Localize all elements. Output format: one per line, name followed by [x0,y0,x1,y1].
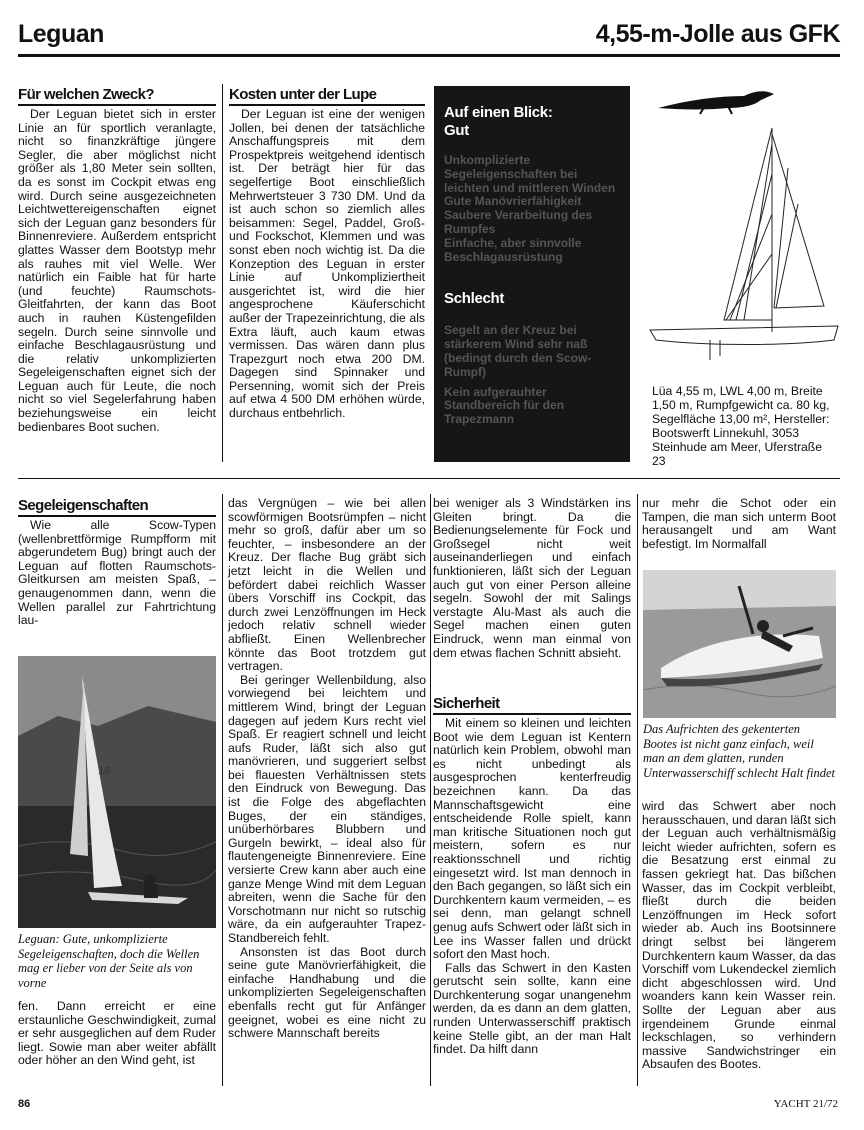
photo-right-caption: Das Aufrichten des gekenterten Bootes ist nicht ganz einfach, weil man an dem glatten, runden Unterwasserschiff schlecht Halt findet [643,722,835,780]
segel-col4-top [642,497,836,551]
segel-col3 [433,497,631,660]
sicherheit-paragraph: Mit einem so kleinen und leichten Boot wie dem Leguan ist Kentern natürlich kein Problem, obwohl man es nicht unbedingt als ausgesprochen kenterfreudig bezeichnen kann. Da das Mannschaftsgewicht eine entscheidende Rolle spielt, kann man kritische Situationen noch gut meistern, sofern es nur reaktionsschnell und richtig eingesetzt wird. Ist man dennoch in den Bach gegangen, so läßt sich ein Durchkentern kaum vermeiden, – es sei denn, man gelangt schnell genug aufs Schwert oder läßt sich in Lee ins Wasser fallen und drückt sofort den Mast hoch. [433,716,631,962]
summary-gut-label: Gut [444,122,469,139]
page-number: 86 [18,1098,31,1110]
segel-paragraph: bei weniger als 3 Windstärken ins Gleiten bringt. Da die Bedienungselemente für Fock und Großsegel nicht weit auseinanderliegen und einfach funktionieren, läßt sich der Leguan auch gut von einer Person alleine segeln. Sowohl der mit Salings verstagte Alu-Mast als auch die Segel machen einen guten Eindruck, wenn man einmal von dem etwas flachen Schnitt absieht. [433,496,631,660]
issue-label: YACHT 21/72 [773,1098,838,1110]
header-rule [18,54,840,57]
gut-item: Einfache, aber sinnvolle Beschlagausrüstung [444,235,582,264]
section-title-segel: Segeleigenschaften [18,497,216,517]
svg-text:18: 18 [98,765,111,777]
photo-left-caption: Leguan: Gute, unkomplizierte Segeleigenschaften, doch die Wellen mag er lieber von der Seite als von vorne [18,932,200,990]
section-title-kosten: Kosten unter der Lupe [229,86,425,106]
zweck-paragraph: Der Leguan bietet sich in erster Linie an für sportlich veranlagte, nicht so finanzkräftige jüngere Segler, die aber möglichst nicht größer als 1,80 Meter sein sollten, da es sonst im Cockpit etwas eng wird. Durch seine ausgezeichneten Leichtwettereigenschaften eignet sich der Leguan ganz besonders für Binnenreviere. Außerdem entspricht glattes Wasser dem Bootstyp mehr als rauhes mit viel Welle. Wer natürlich ein Faible hat für harte (und feuchte) Raumschots-Gleitfahrten, der kann das Boot auch in rauhen Küstengefilden segeln. Durch seine sinnvolle und einfache Beschlagausrüstung und die relativ unkomplizierten Segeleigenschaften eignet sich der Leguan auch für Leute, die noch nicht so viel Segelerfahrung haben beziehungsweise ein leicht bedienbares Boot suchen. [18,107,216,434]
capsize-photo [643,570,836,718]
segel-paragraph: fen. Dann erreicht er eine erstaunliche Geschwindigkeit, zumal er sehr ausgeglichen auf dem Ruder liegt. Sowie man aber weiter abfällt oder höher an den Wind geht, ist [18,999,216,1068]
gut-list [444,154,620,264]
column-divider [430,494,431,1086]
gut-item: Unkomplizierte Segeleigenschaften bei leichten und mittleren Winden [444,153,616,195]
segel-col2 [228,497,426,1041]
segel-paragraph: das Vergnügen – wie bei allen scowförmigen Bootsrümpfen – nicht mehr so groß, dafür aber um so feuchter, – insbesondere an der Kreuz. Der flache Bug gräbt sich jetzt leicht in die Wellen und befördert dabei reichlich Wasser übers Vorschiff ins Cockpit, das durch zwei Lenzöffnungen im Heck jedoch relativ schnell wieder abfließt. Einen Wellenbrecher könnte das Boot trotzdem gut vertragen. [228,496,426,674]
segel-paragraph: Bei geringer Wellenbildung, also vorwiegend bei leichtem und mittlerem Wind, bringt der Leguan dagegen auf jedem Kurs recht viel Spaß. Er reagiert schnell und leicht aufs Ruder, läßt sich also gut manövrieren, und suggeriert selbst bei flauesten Verhältnissen stets den Eindruck von Bewegung. Das ist die Folge des abgeflachten Buges, der ein ständiges, unüberhörbares Blubbern und Gurgeln bewirkt, – ideal also für flautengeneigte Binnenreviere. Eine versierte Crew kann aber auch eine ganze Menge Wind mit dem Leguan abreiten, wenn die Sache für den Vorschotmann nur nicht so rutschig wäre, da ein aufgerauhter Trapez-Standbereich fehlt. [228,672,426,945]
sicherheit-col4 [642,800,836,1072]
schlecht-item: Kein aufgerauhter Standbereich für den Trapezmann [444,384,565,427]
article-title-right: 4,55-m-Jolle aus GFK [595,20,840,48]
segel-col1-top [18,519,216,628]
lizard-logo-icon [658,91,774,114]
segel-col1-bottom [18,1000,216,1068]
summary-schlecht-label: Schlecht [444,290,505,308]
segel-paragraph: Ansonsten ist das Boot durch seine gute Manövrierfähigkeit, die einfache Handhabung und die unkomplizierten Segeleigenschaften ebenfalls recht gut für Anfänger geeignet, wobei es eine nicht zu schwere Mannschaft bereits [228,944,426,1041]
sail-plan-drawing [648,84,848,374]
segel-paragraph: Wie alle Scow-Typen (wellenbrettförmige Rumpfform mit abgerundetem Bug) bringt auch der Leguan auf flotten Raumschots-Gleitkursen am meisten Spaß, – genaugenommen dann, wenn die Wellen parallel zur Fahrtrichtung lau- [18,518,216,628]
boat-specs: Lüa 4,55 m, LWL 4,00 m, Breite 1,50 m, Rumpfgewicht ca. 80 kg, Segelfläche 13,00 m², Hersteller: Bootswerft Linnekuhl, 3053 Steinhude am Meer, Uferstraße 23 [652,384,830,468]
section-divider [18,478,840,479]
gut-item: Gute Manövrierfähigkeit [444,194,582,209]
gut-item: Saubere Verarbeitung des Rumpfes [444,208,593,236]
section-title-zweck: Für welchen Zweck? [18,86,216,106]
kosten-body [229,108,425,421]
article-title-left: Leguan [18,20,104,48]
summary-box [434,86,630,462]
zweck-body [18,108,216,434]
summary-box-title: Auf einen Blick: [444,104,553,121]
section-title-sicherheit: Sicherheit [433,695,631,715]
sicherheit-paragraph: wird das Schwert aber noch herausschauen, und daran läßt sich der Leguan auch verhältnismäßig leicht wieder aufrichten, sofern es die Besatzung erst einmal zu fassen gekriegt hat. Das bißchen Wasser, das im Cockpit verbleibt, fließt durch die beiden Lenzöffnungen im Heck sofort wieder ab. Auch ins Bootsinnere dringt selbst bei längerem Durchkentern kaum Wasser, da das Vorschiff vom Lukendeckel ziemlich dicht abgeschlossen wird. Und woanders kann kein Wasser rein. Sollte der Leguan aber aus irgendeinem Grunde einmal leckschlagen, so verhindern massive Sandwichstringer ein Absaufen des Bootes. [642,799,836,1072]
sailing-photo [18,656,216,928]
kosten-paragraph: Der Leguan ist eine der wenigen Jollen, bei denen der tatsächliche Anschaffungspreis mit dem Prospektpreis weitgehend identisch ist. Der beträgt hier für das segelfertige Boot einschließlich Mehrwertsteuer 3 730 DM. Und da ist auch schon so ziemlich alles beisammen: Segel, Paddel, Groß- und Fockschot, Klemmen und was sonst eben noch wichtig ist. Da die Konzeption des Leguan in erster Linie auf Unkompliziertheit ausgerichtet ist, wird die hier angesprochene Käuferschicht außer der Trapezeinrichtung, die als Extra läuft, auch kaum etwas vermissen. Das wären dann plus Trapezgurt noch etwa 200 DM. Dagegen sind Spinnaker und Persenning, womit sich der Preis auf etwa 4 500 DM erhöhen würde, durchaus entbehrlich. [229,107,425,421]
schlecht-list [444,324,620,427]
sicherheit-body [433,717,631,1057]
segel-paragraph: nur mehr die Schot oder ein Tampen, die man sich unterm Boot herausangelt und am Want befestigt. Im Normalfall [642,496,836,551]
column-divider [637,494,638,1086]
sicherheit-paragraph: Falls das Schwert in den Kasten gerutscht sein sollte, kann eine Durchkenterung sogar unangenehm werden, da es dann an dem glatten, runden Unterwasserschiff praktisch keine Stelle gibt, an der man Halt findet. Da hilft dann [433,960,631,1057]
schlecht-item: Segelt an der Kreuz bei stärkerem Wind sehr naß (bedingt durch den Scow-Rumpf) [444,323,592,379]
column-divider [222,84,223,462]
column-divider [222,494,223,1086]
